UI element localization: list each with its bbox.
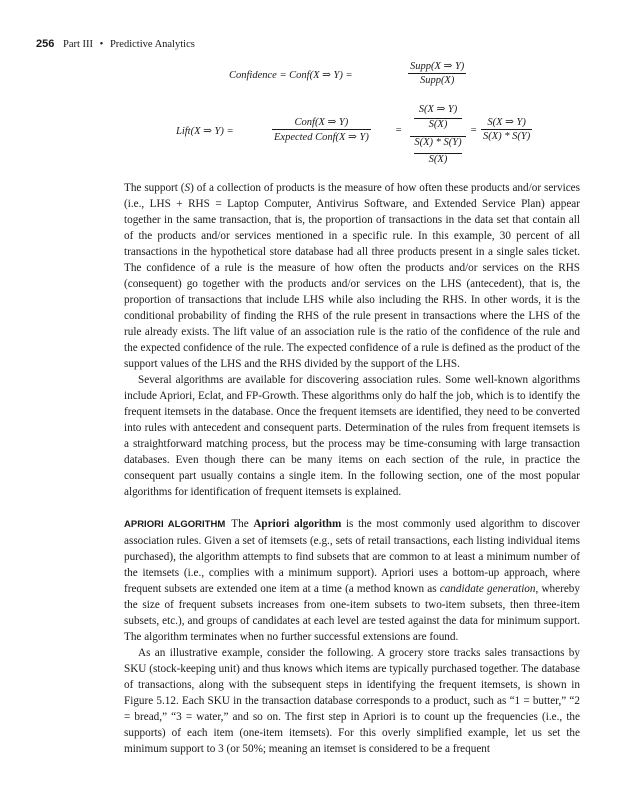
lift-f2-top: S(X ⇒ Y) [418, 104, 458, 115]
running-header [36, 38, 195, 50]
paragraph-support [124, 180, 580, 372]
lift-f2-bot1: S(X) * S(Y) [414, 137, 462, 148]
section-heading-apriori: APRIORI ALGORITHM [124, 519, 226, 530]
confidence-denominator: Supp(X) [419, 75, 455, 86]
lift-fraction-3 [481, 116, 532, 142]
header-bullet: • [99, 39, 104, 50]
para3-start: The [231, 518, 254, 530]
candidate-generation-term: candidate generation [439, 583, 536, 595]
paragraph-algorithms: Several algorithms are available for discovering association rules. Some well-known algorithms include Apriori, Eclat, and FP-Growth. These algorithms only do half the job, which is to identify the frequent itemsets in the database. Once the frequent itemsets are identified, they need to be converted into rules with antecedent and consequent parts. Determination of the rules from frequent itemsets is a straightforward matching process, but the process may be time-consuming with large transaction databases. Even though there can be many items on each section of the rule, in practice the consequent part usually contains a single item. In the following section, one of the most popular algorithms for identification of frequent itemsets is explained. [124, 374, 580, 498]
support-symbol: S [184, 182, 191, 194]
part-label: Part III [62, 39, 94, 50]
page-number: 256 [36, 38, 55, 50]
paragraph-apriori [124, 516, 580, 645]
confidence-fraction [408, 60, 466, 86]
lift-f3-numerator: S(X ⇒ Y) [481, 116, 532, 130]
lift-equals-2: = [470, 125, 478, 136]
lift-f3-denominator: S(X) * S(Y) [483, 131, 531, 142]
lift-f2-mid: S(X) [428, 119, 448, 130]
para3-end: , whereby the size of frequent subsets increases from one-item subsets to two-item subsets, then three-item subsets, etc.), and groups of candidates at each level are tested against the data for minimum support. The algorithm terminates when no further successful extensions are found. [124, 583, 580, 643]
lift-f1-numerator: Conf(X ⇒ Y) [272, 116, 371, 130]
body-text-top [124, 180, 580, 500]
paragraph-example: As an illustrative example, consider the following. A grocery store tracks sales transactions by SKU (stock-keeping unit) and thus knows which items are typically purchased together. The database of transactions, along with the subsequent steps in identifying the frequent itemsets, is shown in Figure 5.12. Each SKU in the transaction database corresponds to a product, such as “1 = butter,” “2 = bread,” “3 = water,” and so on. The first step in Apriori is to count up the frequencies (i.e., the supports) of each item (one-item itemsets). For this overly simplified example, let us set the minimum support to 3 (or 50%; meaning an itemset is considered to be a frequent [124, 647, 580, 755]
lift-f2-bot2: S(X) [428, 154, 448, 165]
para3-mid: is the most commonly used algorithm to discover association rules. Given a set of itemsets (e.g., sets of retail transactions, each listing individual items purchased), the algorithm attempts to find subsets that are common to at least a minimum number of the itemsets (i.e., complies with a minimum support). Apriori uses a bottom-up approach, where frequent subsets are extended one item at a time (a method known as [124, 518, 580, 595]
chapter-label: Predictive Analytics [109, 39, 195, 50]
para1-start: The support ( [124, 182, 185, 194]
confidence-numerator: Supp(X ⇒ Y) [410, 61, 465, 72]
lift-f1-denominator: Expected Conf(X ⇒ Y) [274, 132, 369, 143]
apriori-term: Apriori algorithm [253, 518, 342, 530]
para1-rest: ) of a collection of products is the measure of how often these products and/or services (i.e., LHS + RHS = Laptop Computer, Antivirus Software, and Extended Service Plan) appear together in the same transaction, that is, the proportion of transactions in the data set that contain all of the products and/or services mentioned in a specific rule. In this example, 30 percent of all transactions in the hypothetical store database had all three products present in a single sales ticket. The confidence of a rule is the measure of how often the products and/or services on the RHS (consequent) go together with the products and/or services on the LHS (antecedent), that is, the proportion of transactions that include LHS while also including the RHS. In other words, it is the conditional probability of finding the RHS of the rule present in transactions where the LHS of the rule already exists. The lift value of an association rule is the ratio of the confidence of the rule and the expected confidence of the rule. The expected confidence of a rule is defined as the product of the support values of the LHS and the RHS divided by the support of the LHS. [124, 182, 580, 370]
lift-fraction-1 [272, 116, 371, 143]
body-text-apriori [124, 516, 580, 757]
lift-lhs: Lift(X ⇒ Y) = [176, 126, 234, 137]
confidence-lhs: Confidence = Conf(X ⇒ Y) = [229, 70, 353, 81]
lift-equals-1: = [395, 125, 403, 136]
